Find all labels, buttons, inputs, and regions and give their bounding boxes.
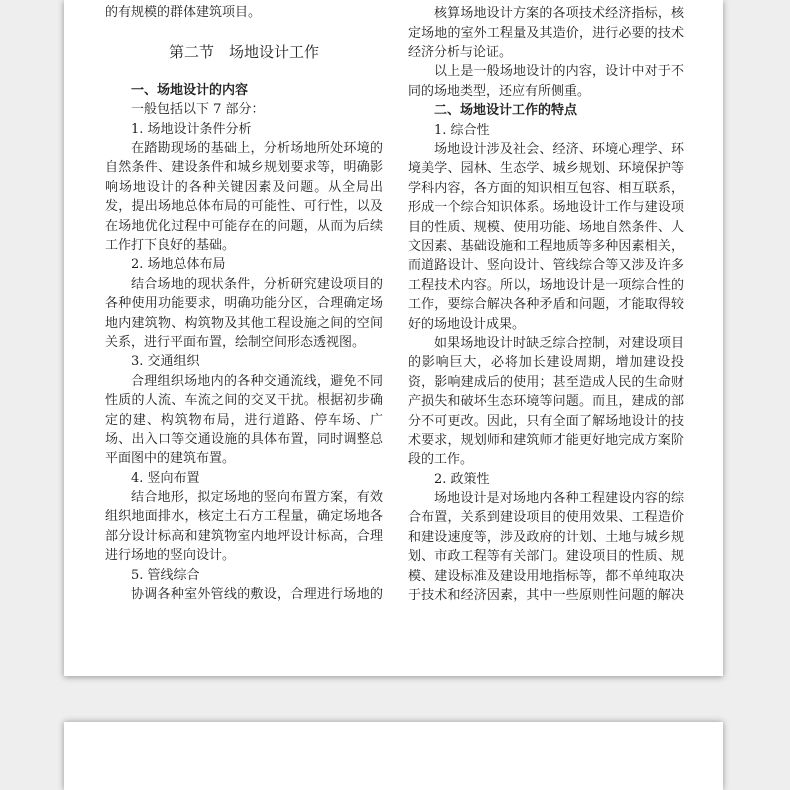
body-line: 工作，要综合解决各种矛盾和问题，才能取得较: [408, 297, 684, 313]
body-line: 产损失和破坏生态环境等问题。而且，建成的部: [408, 394, 684, 410]
body-line: 形成一个综合知识体系。场地设计工作与建设项: [408, 200, 684, 216]
body-line: 自然条件、建设条件和城乡规划要求等，明确影: [105, 160, 383, 176]
paragraph: [105, 488, 383, 566]
body-line: 协调各种室外管线的敷设，合理进行场地的: [131, 587, 383, 603]
body-line: 以上是一般场地设计的内容，设计中对于不: [434, 64, 684, 80]
body-line: 场地设计涉及社会、经济、环境心理学、环: [434, 142, 684, 158]
list-item-heading: 2. 政策性: [434, 471, 490, 487]
body-line: 地内建筑物、构筑物及其他工程设施之间的空间: [105, 315, 383, 331]
body-line: 性质的人流、车流之间的交叉干扰。根据初步确: [105, 393, 383, 409]
paragraph: [408, 140, 684, 334]
right-column: [408, 4, 684, 605]
list-item: [105, 120, 383, 139]
list-item: [105, 255, 383, 274]
paragraph: [105, 585, 383, 604]
body-line: 各种使用功能要求，明确功能分区，合理确定场: [105, 296, 383, 312]
body-line: 学科内容，各方面的知识相互包容、相互联系，: [408, 180, 684, 196]
body-line: 组织地面排水，核定土石方工程量，确定场地各: [105, 509, 383, 525]
body-line: 于技术和经济因素，其中一些原则性问题的解决: [408, 588, 684, 604]
paragraph: [105, 3, 383, 22]
body-line: 结合场地的现状条件，分析研究建设项目的: [131, 276, 383, 292]
body-line: 部分设计标高和建筑物室内地坪设计标高，合理: [105, 528, 383, 544]
body-line: 核算场地设计方案的各项技术经济指标，核: [434, 6, 684, 22]
body-line: 模、建设标准及建设用地指标等，都不单纯取决: [408, 568, 684, 584]
body-line: 术要求，规划师和建筑师才能更好地完成方案阶: [408, 432, 684, 448]
body-line: 分不可更改。因此，只有全面了解场地设计的技: [408, 413, 684, 429]
body-line: 合理组织场地内的各种交通流线，避免不同: [131, 373, 383, 389]
list-item: [408, 121, 684, 140]
paragraph: [408, 489, 684, 605]
intro-block: [105, 100, 383, 119]
body-line: 平面图中的建筑布置。: [105, 451, 236, 467]
list-item-heading: 5. 管线综合: [131, 567, 200, 583]
body-line: 好的场地设计成果。: [408, 316, 526, 332]
body-line: 同的场地类型，还应有所侧重。: [408, 83, 591, 99]
paragraph: [408, 334, 684, 470]
body-line: 经济分析与论证。: [408, 45, 513, 61]
list-item: [105, 566, 383, 585]
body-line: 结合地形，拟定场地的竖向布置方案，有效: [131, 490, 383, 506]
body-line: 定的建、构筑物布局，进行道路、停车场、广: [105, 412, 383, 428]
paragraph: [105, 139, 383, 255]
list-item: [105, 352, 383, 371]
list-item-heading: 1. 综合性: [434, 122, 490, 138]
body-line: 资，影响建成后的使用；甚至造成人民的生命财: [408, 374, 684, 390]
body-line: 划、市政工程等有关部门。建设项目的性质、规: [408, 549, 684, 565]
body-line: 而道路设计、竖向设计、管线综合等又涉及许多: [408, 258, 684, 274]
body-line: 工作打下良好的基础。: [105, 238, 236, 253]
next-document-page: [64, 722, 723, 790]
subheading-block: [408, 101, 684, 120]
intro-line: 一般包括以下 7 部分：: [131, 102, 265, 118]
list-item-heading: 3. 交通组织: [131, 354, 200, 370]
body-line: 在场地优化过程中可能存在的问题，从而为后续: [105, 218, 383, 234]
body-line: 合布置，关系到建设项目的使用效果、工程造价: [408, 510, 684, 526]
list-item: [105, 469, 383, 488]
paragraph: [408, 4, 684, 62]
list-item-heading: 1. 场地设计条件分析: [131, 121, 252, 137]
body-line: 目的性质、规模、使用功能、场地自然条件、人: [408, 219, 684, 235]
paragraph: [105, 372, 383, 469]
list-item-heading: 2. 场地总体布局: [131, 257, 226, 273]
body-line: 工程技术内容。所以，场地设计是一项综合性的: [408, 277, 684, 293]
body-line: 文因素、基础设施和工程地质等多种因素相关，: [408, 238, 684, 254]
body-line: 场地设计是对场地内各种工程建设内容的综: [434, 491, 684, 507]
section-title-block: [105, 23, 383, 81]
body-line: 的影响巨大，必将加长建设周期，增加建设投: [408, 355, 684, 371]
body-line: 关系，进行平面布置，绘制空间形态透视图。: [105, 334, 366, 350]
body-line: 定场地的室外工程量及其造价，进行必要的技术: [408, 25, 684, 41]
body-line: 场、出入口等交通设施的具体布置，同时调整总: [105, 431, 383, 447]
body-line: 发，提出场地总体布局的可能性、可行性，以及: [105, 199, 383, 215]
document-page: [64, 0, 723, 676]
body-line: 和建设速度等，涉及政府的计划、土地与城乡规: [408, 529, 684, 545]
paragraph: [408, 62, 684, 101]
section-title: 第二节 场地设计工作: [168, 42, 319, 61]
body-line: 境美学、园林、生态学、城乡规划、环境保护等: [408, 161, 684, 177]
list-item: [408, 470, 684, 489]
body-line: 如果场地设计时缺乏综合控制，对建设项目: [434, 335, 684, 351]
subheading-block: [105, 81, 383, 100]
left-column: [105, 3, 383, 604]
body-line: 响场地设计的各种关键因素及问题。从全局出: [105, 179, 383, 195]
subheading: 一、场地设计的内容: [131, 82, 249, 98]
body-line: 的有规模的群体建筑项目。: [105, 5, 262, 21]
body-line: 段的工作。: [408, 452, 474, 468]
list-item-heading: 4. 竖向布置: [131, 470, 200, 486]
subheading: 二、场地设计工作的特点: [434, 103, 578, 119]
paragraph: [105, 275, 383, 353]
body-line: 在踏勘现场的基础上，分析场地所处环境的: [131, 141, 383, 157]
body-line: 进行场地的竖向设计。: [105, 548, 236, 564]
